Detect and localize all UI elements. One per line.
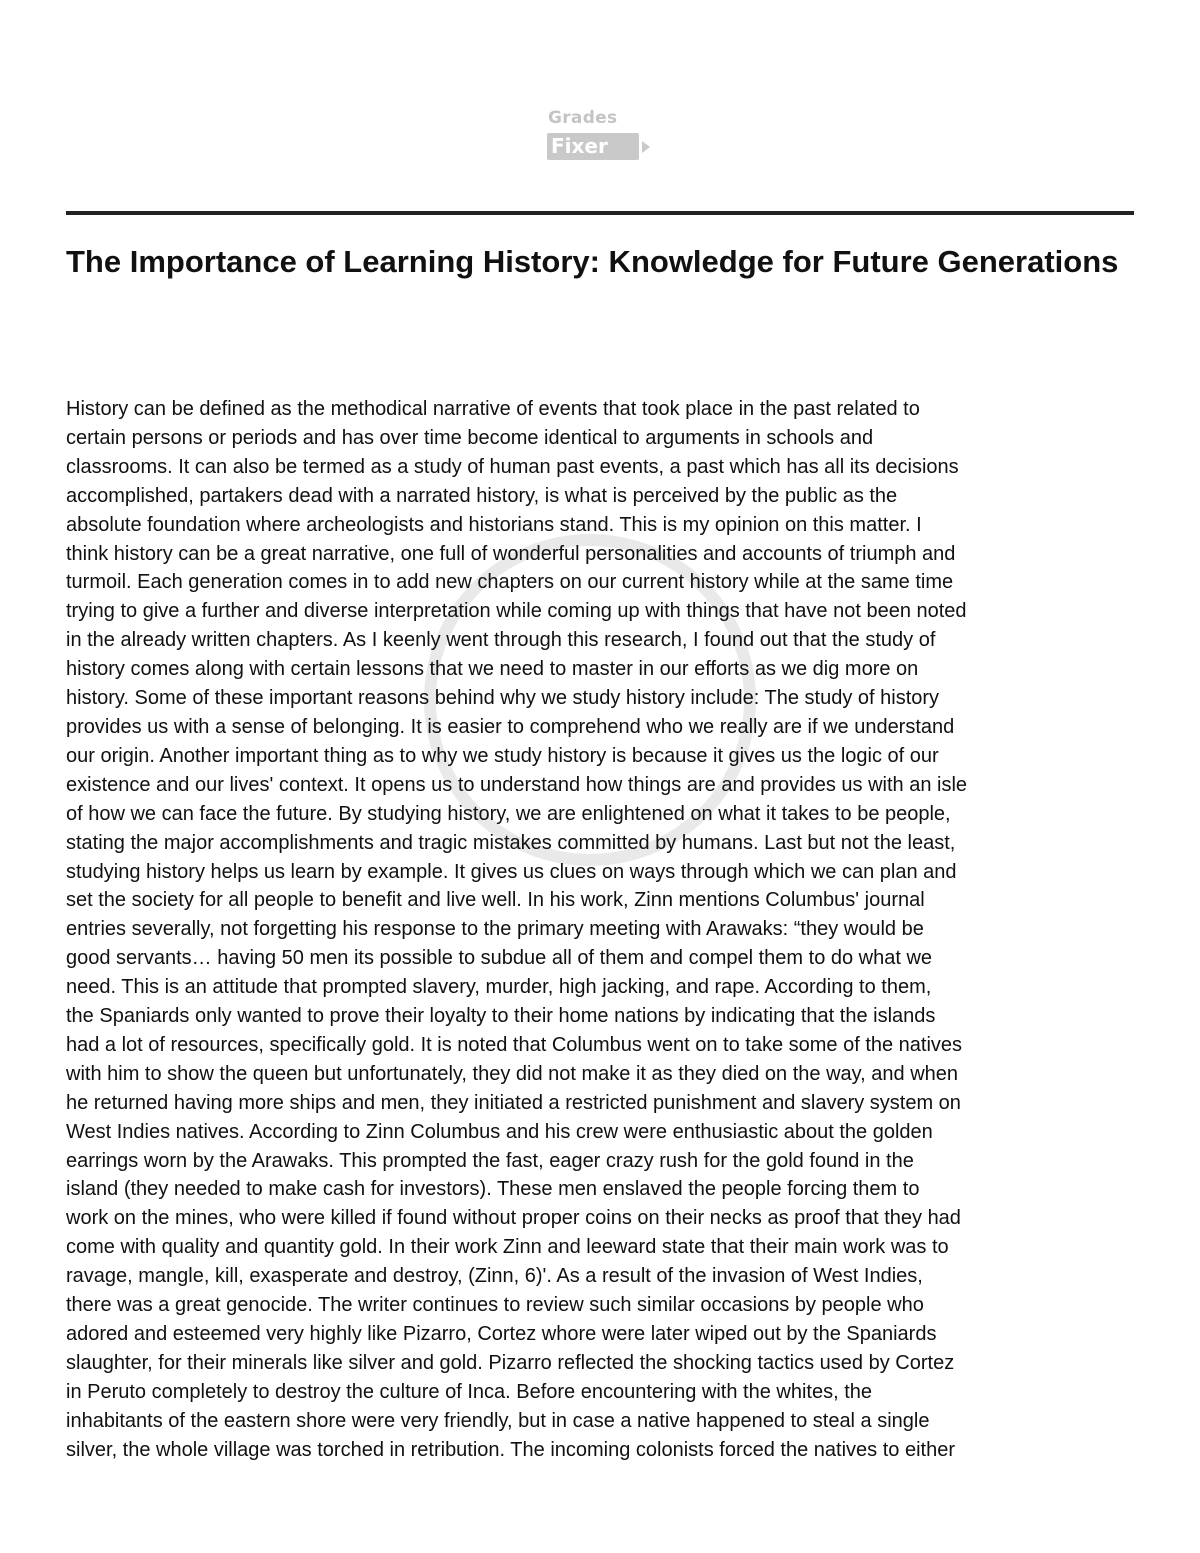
document-title: The Importance of Learning History: Knowledge for Future Generations bbox=[66, 244, 1119, 279]
essay-line: think history can be a great narrative, one full of wonderful personalities and accounts of triumph and bbox=[66, 542, 956, 565]
essay-line: our origin. Another important thing as to why we study history is because it gives us the logic of our bbox=[66, 744, 939, 767]
essay-line: entries severally, not forgetting his response to the primary meeting with Arawaks: “they would be bbox=[66, 918, 924, 941]
essay-line: in the already written chapters. As I keenly went through this research, I found out that the study of bbox=[66, 629, 936, 652]
essay-line: inhabitants of the eastern shore were very friendly, but in case a native happened to steal a single bbox=[66, 1409, 930, 1432]
essay-line: need. This is an attitude that prompted slavery, murder, high jacking, and rape. According to them, bbox=[66, 976, 932, 999]
essay-line: West Indies natives. According to Zinn Columbus and his crew were enthusiastic about the golden bbox=[66, 1120, 933, 1143]
essay-line: accomplished, partakers dead with a narrated history, is what is perceived by the public as the bbox=[66, 484, 898, 507]
essay-line: earrings worn by the Arawaks. This prompted the fast, eager crazy rush for the gold found in the bbox=[66, 1149, 914, 1172]
essay-line: good servants… having 50 men its possible to subdue all of them and compel them to do what we bbox=[66, 947, 933, 970]
essay-line: history comes along with certain lessons that we need to master in our efforts as we dig more on bbox=[66, 658, 919, 681]
essay-line: island (they needed to make cash for investors). These men enslaved the people forcing them to bbox=[66, 1178, 920, 1201]
essay-line: provides us with a sense of belonging. It is easier to comprehend who we really are if we understand bbox=[66, 715, 955, 738]
essay-line: studying history helps us learn by example. It gives us clues on ways through which we can plan and bbox=[66, 860, 957, 883]
logo-word-badge: Fixer bbox=[551, 134, 608, 158]
essay-line: History can be defined as the methodical narrative of events that took place in the past related to bbox=[66, 398, 920, 420]
essay-line: of how we can face the future. By studying history, we are enlightened on what it takes to be people, bbox=[66, 802, 951, 825]
essay-line: history. Some of these important reasons behind why we study history include: The study of history bbox=[66, 687, 940, 710]
essay-line: slaughter, for their minerals like silver and gold. Pizarro reflected the shocking tactics used by Cortez bbox=[66, 1351, 955, 1374]
gradesfixer-logo bbox=[547, 108, 657, 162]
essay-line: classrooms. It can also be termed as a study of human past events, a past which has all its decisions bbox=[66, 455, 959, 478]
essay-line: had a lot of resources, specifically gold. It is noted that Columbus went on to take some of the natives bbox=[66, 1033, 963, 1056]
essay-line: he returned having more ships and men, they initiated a restricted punishment and slavery system on bbox=[66, 1091, 961, 1114]
essay-line: set the society for all people to benefit and live well. In his work, Zinn mentions Columbus' journal bbox=[66, 889, 925, 912]
essay-line: adored and esteemed very highly like Pizarro, Cortez whore were later wiped out by the Spaniards bbox=[66, 1323, 937, 1345]
logo-arrow-icon bbox=[642, 141, 650, 153]
essay-line: ravage, mangle, kill, exasperate and destroy, (Zinn, 6)'. As a result of the invasion of West Indies, bbox=[66, 1265, 923, 1288]
essay-line: with him to show the queen but unfortunately, they did not make it as they died on the way, and when bbox=[66, 1062, 959, 1085]
essay-line: work on the mines, who were killed if found without proper coins on their necks as proof that they had bbox=[66, 1207, 961, 1230]
essay-line: there was a great genocide. The writer continues to review such similar occasions by people who bbox=[66, 1294, 924, 1317]
essay-line: come with quality and quantity gold. In their work Zinn and leeward state that their main work was to bbox=[66, 1236, 949, 1259]
essay-line: trying to give a further and diverse interpretation while coming up with things that have not been noted bbox=[66, 600, 967, 623]
essay-line: turmoil. Each generation comes in to add new chapters on our current history while at the same time bbox=[66, 571, 954, 594]
essay-line: certain persons or periods and has over time become identical to arguments in schools and bbox=[66, 426, 874, 449]
essay-line: the Spaniards only wanted to prove their loyalty to their home nations by indicating that the islands bbox=[66, 1005, 936, 1028]
essay-line: silver, the whole village was torched in retribution. The incoming colonists forced the natives to either bbox=[66, 1438, 955, 1461]
essay-line: existence and our lives' context. It opens us to understand how things are and provides us with an isle bbox=[66, 773, 968, 796]
header-divider bbox=[66, 211, 1134, 215]
essay-line: absolute foundation where archeologists and historians stand. This is my opinion on this matter. I bbox=[66, 513, 922, 536]
essay-line: in Peruto completely to destroy the culture of Inca. Before encountering with the whites, the bbox=[66, 1380, 873, 1403]
essay-body bbox=[66, 395, 1146, 1465]
logo-word-top: Grades bbox=[548, 108, 618, 128]
essay-line: stating the major accomplishments and tragic mistakes committed by humans. Last but not the least, bbox=[66, 831, 956, 854]
logo-badge bbox=[547, 133, 639, 160]
